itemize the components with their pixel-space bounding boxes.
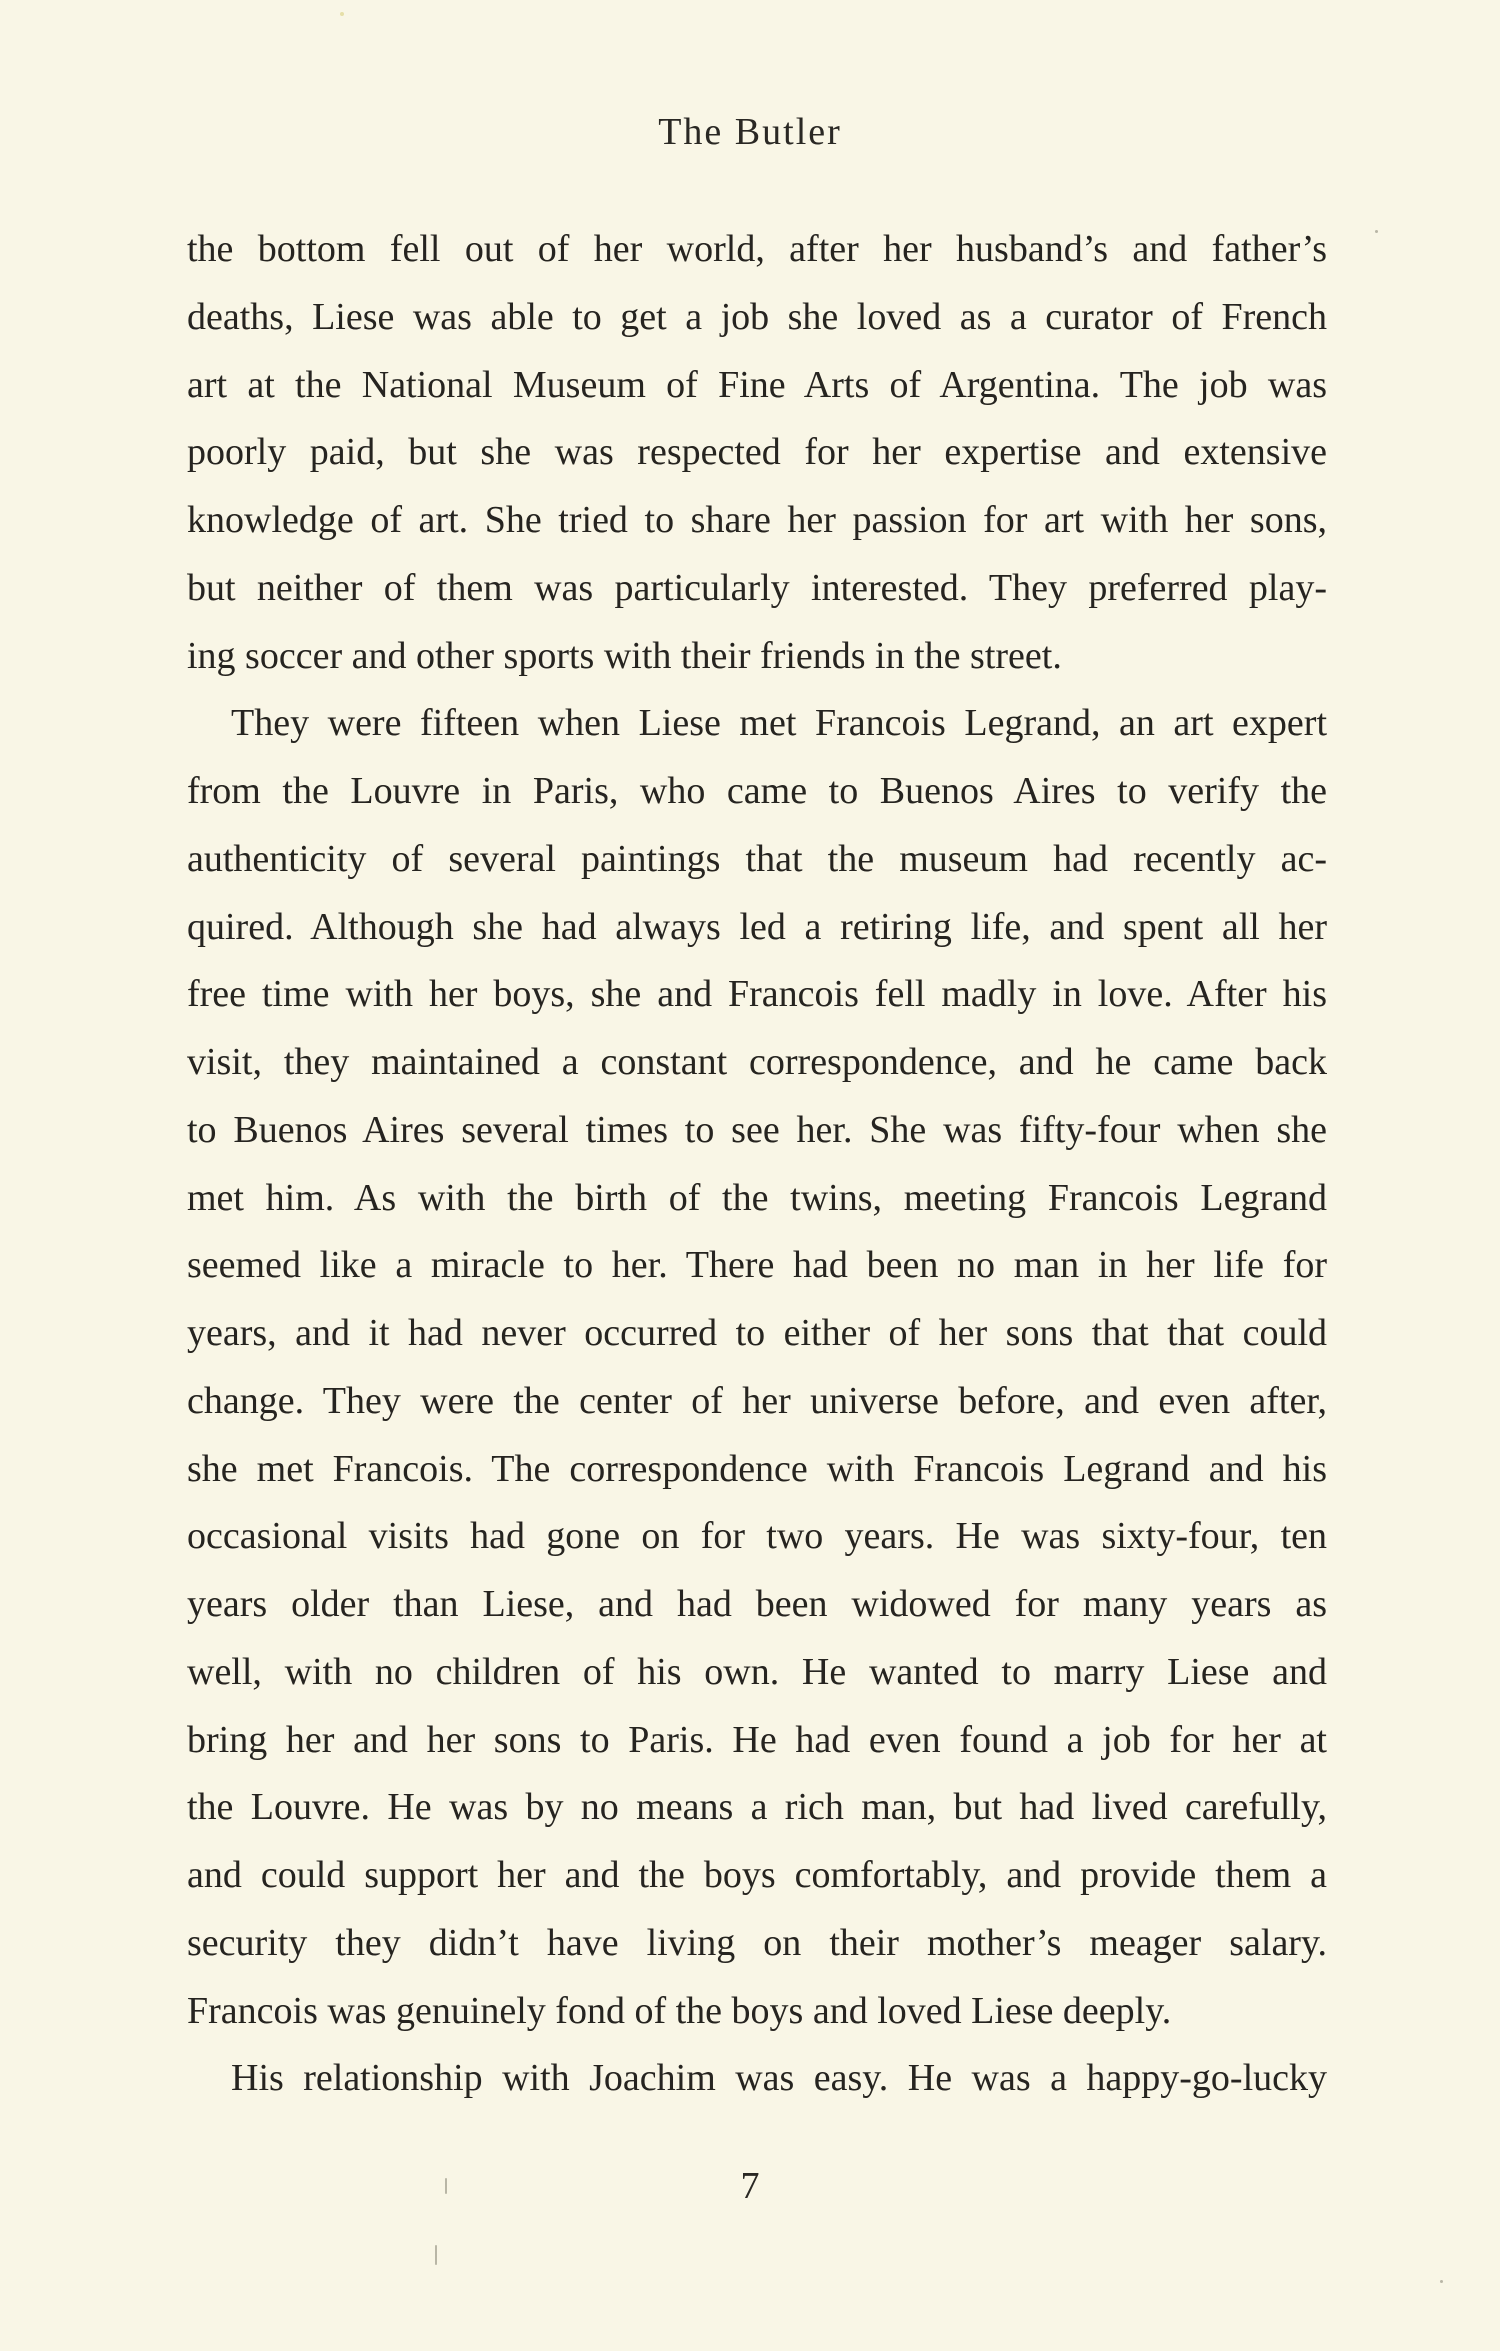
text-line: bring her and her sons to Paris. He had even found a job for her at	[187, 1718, 1327, 1761]
text-line: to Buenos Aires several times to see her. She was fifty-four when she	[187, 1108, 1327, 1151]
text-line: years older than Liese, and had been widowed for many years as	[187, 1583, 1327, 1625]
text-line: authenticity of several paintings that the museum had recently ac-	[187, 837, 1327, 880]
text-line: change. They were the center of her universe before, and even after,	[187, 1379, 1327, 1422]
text-line: His relationship with Joachim was easy. He was a happy-go-lucky	[231, 2057, 1327, 2100]
text-line: occasional visits had gone on for two years. He was sixty-four, ten	[187, 1515, 1327, 1558]
paper-speck	[340, 12, 344, 16]
text-line: They were fifteen when Liese met Francois Legrand, an art expert	[231, 702, 1327, 745]
text-line: deaths, Liese was able to get a job she loved as a curator of French	[187, 295, 1327, 338]
text-line: but neither of them was particularly interested. They preferred play-	[187, 566, 1327, 609]
body-text	[187, 216, 1327, 2113]
paper-speck	[435, 2245, 437, 2265]
paper-speck	[1375, 230, 1378, 233]
text-line: seemed like a miracle to her. There had been no man in her life for	[187, 1244, 1327, 1287]
text-line: ing soccer and other sports with their friends in the street.	[187, 634, 1062, 677]
text-line: from the Louvre in Paris, who came to Buenos Aires to verify the	[187, 770, 1327, 812]
text-line: Francois was genuinely fond of the boys and loved Liese deeply.	[187, 1989, 1172, 2032]
paper-speck	[445, 2178, 447, 2194]
page-number: 7	[740, 2165, 760, 2207]
text-line: the Louvre. He was by no means a rich man, but had lived carefully,	[187, 1786, 1327, 1829]
text-line: poorly paid, but she was respected for her expertise and extensive	[187, 431, 1327, 474]
text-line: visit, they maintained a constant correspondence, and he came back	[187, 1041, 1327, 1083]
text-line: met him. As with the birth of the twins, meeting Francois Legrand	[187, 1176, 1327, 1219]
text-line: the bottom fell out of her world, after her husband’s and father’s	[187, 228, 1327, 270]
running-title: The Butler	[658, 111, 842, 153]
text-line: years, and it had never occurred to either of her sons that that could	[187, 1312, 1327, 1354]
text-line: knowledge of art. She tried to share her passion for art with her sons,	[187, 499, 1327, 541]
text-line: she met Francois. The correspondence with Francois Legrand and his	[187, 1447, 1327, 1490]
text-line: and could support her and the boys comfortably, and provide them a	[187, 1854, 1327, 1896]
text-line: security they didn’t have living on their mother’s meager salary.	[187, 1921, 1327, 1964]
text-line: free time with her boys, she and Francois fell madly in love. After his	[187, 973, 1327, 1016]
text-line: art at the National Museum of Fine Arts of Argentina. The job was	[187, 363, 1327, 406]
text-line: well, with no children of his own. He wanted to marry Liese and	[187, 1650, 1327, 1693]
text-line: quired. Although she had always led a retiring life, and spent all her	[187, 905, 1327, 948]
paper-speck	[1440, 2280, 1443, 2283]
